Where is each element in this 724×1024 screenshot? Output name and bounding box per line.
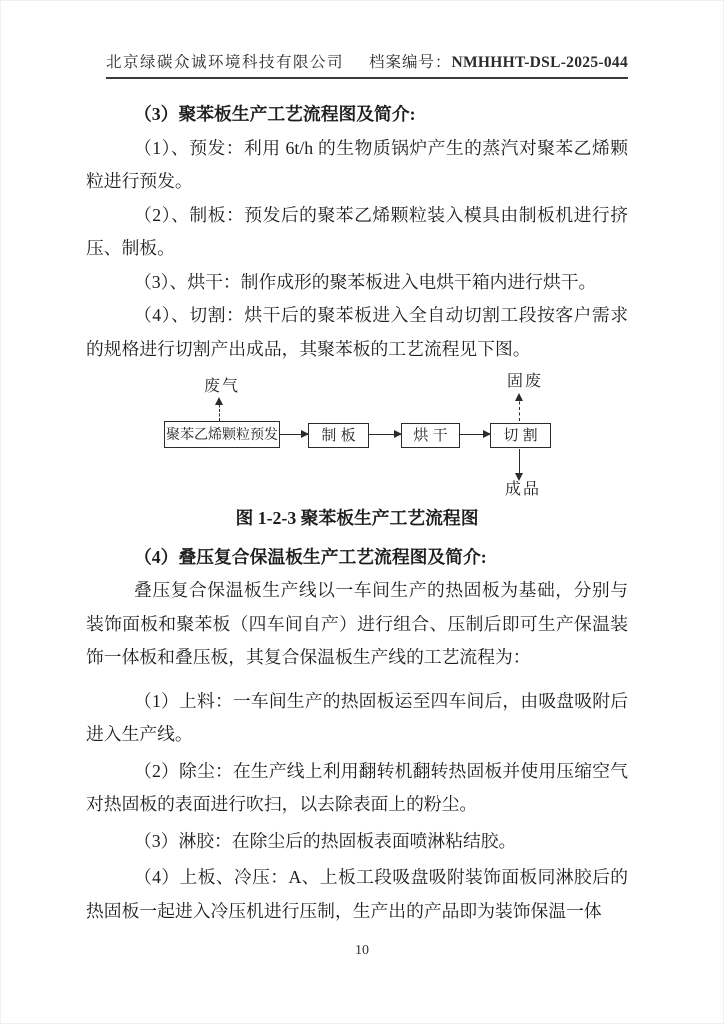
flow-box-drying: 烘 干 [401, 423, 460, 448]
flow-arrow-3-icon [460, 434, 490, 435]
paragraph-laminated-intro: 叠压复合保温板生产线以一车间生产的热固板为基础，分别与装饰面板和聚苯板（四车间自产）进行组合、压制后即可生产保温装饰一体板和叠压板，其复合保温板生产线的工艺流程为： [86, 580, 628, 667]
archive-number-value: NMHHHT-DSL-2025-044 [451, 54, 628, 71]
flow-arrow-1-icon [280, 434, 308, 435]
page-footer [1, 943, 723, 959]
process-flow-diagram [86, 368, 628, 502]
heading-laminated-board-process: （4）叠压复合保温板生产工艺流程图及简介: [134, 546, 487, 567]
archive-number-label: 档案编号： [368, 54, 452, 71]
flow-box-prefoaming: 聚苯乙烯颗粒预发 [164, 421, 280, 448]
solid-waste-arrow-icon [519, 396, 520, 421]
paragraph-loading: （1）上料：一车间生产的热固板运至四车间后，由吸盘吸附后进入生产线。 [86, 690, 628, 744]
heading-polystyrene-process: （3）聚苯板生产工艺流程图及简介: [134, 104, 416, 124]
paragraph-prefoam: （1）、预发：利用 6t/h 的生物质锅炉产生的蒸汽对聚苯乙烯颗粒进行预发。 [86, 137, 628, 191]
page-header [106, 50, 628, 79]
diagram-label-solid-waste: 固废 [507, 373, 544, 390]
flow-arrow-2-icon [369, 434, 401, 435]
product-arrow-icon [519, 449, 520, 478]
flow-box-boardmaking: 制 板 [308, 423, 369, 448]
figure-caption: 图 1-2-3 聚苯板生产工艺流程图 [235, 508, 479, 528]
paragraph-dedusting: （2）除尘：在生产线上利用翻转机翻转热固板并使用压缩空气对热固板的表面进行吹扫，以去除表面上的粉尘。 [86, 760, 628, 814]
paragraph-drying: （3）、烘干：制作成形的聚苯板进入电烘干箱内进行烘干。 [134, 271, 597, 292]
paragraph-coldpress: （4）上板、冷压：A、上板工段吸盘吸附装饰面板同淋胶后的热固板一起进入冷压机进行压制，生产出的产品即为装饰保温一体 [86, 867, 628, 921]
paragraph-cutting: （4）、切割：烘干后的聚苯板进入全自动切割工段按客户需求的规格进行切割产出成品，其聚苯板的工艺流程见下图。 [86, 305, 628, 359]
flow-box-cutting: 切 割 [490, 423, 551, 448]
document-body [86, 98, 628, 928]
header-archive-number [369, 50, 628, 72]
header-company-name: 北京绿碳众诚环境科技有限公司 [106, 54, 345, 71]
paragraph-boardmaking: （2）、制板：预发后的聚苯乙烯颗粒装入模具由制板机进行挤压、制板。 [86, 204, 628, 258]
page-number: 10 [355, 943, 369, 958]
diagram-label-product: 成品 [505, 481, 542, 498]
diagram-label-waste-gas: 废气 [204, 378, 241, 395]
paragraph-gluing: （3）淋胶：在除尘后的热固板表面喷淋粘结胶。 [134, 830, 517, 851]
